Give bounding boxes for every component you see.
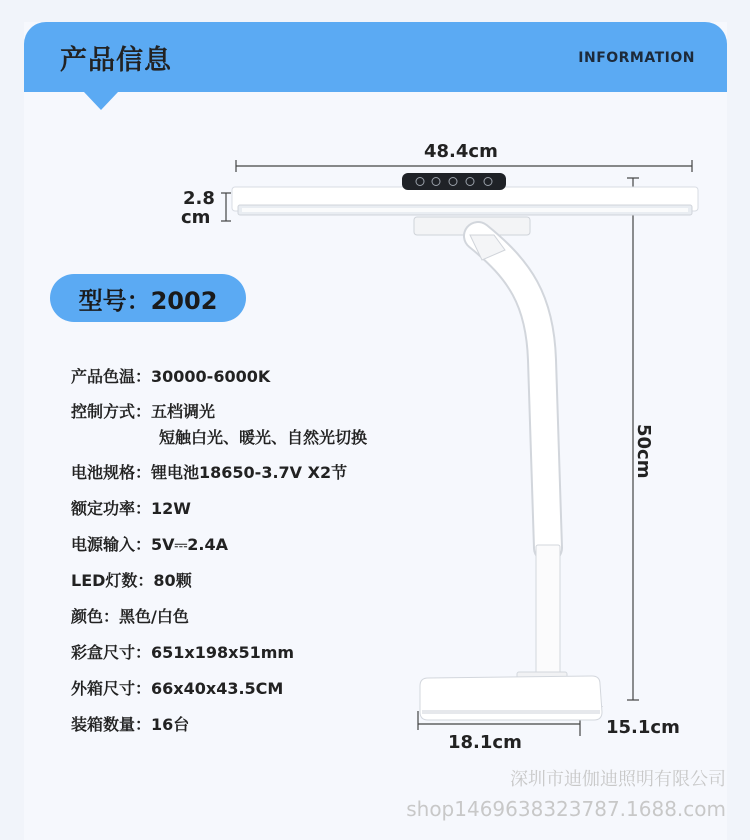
spec-label: 装箱数量： — [71, 715, 152, 734]
lamp-base — [420, 676, 602, 720]
spec-row — [71, 568, 192, 591]
height-label: 50cm — [633, 424, 654, 479]
thickness-value-label: 2.8 — [183, 188, 215, 209]
spec-row — [71, 460, 347, 483]
width-label: 48.4cm — [424, 141, 498, 162]
lamp-head — [232, 173, 698, 235]
spec-row — [71, 640, 294, 663]
spec-value: 30000-6000K — [151, 367, 271, 386]
spec-label: 额定功率： — [71, 499, 152, 518]
base-depth-label: 15.1cm — [606, 717, 680, 738]
spec-row — [71, 604, 189, 627]
spec-value: 80颗 — [153, 571, 192, 590]
watermark-shop-url: shop1469638323787.1688.com — [406, 797, 726, 821]
spec-label: 控制方式： — [71, 402, 152, 421]
spec-label: 电池规格： — [71, 463, 152, 482]
model-badge: 型号：2002 — [50, 274, 246, 322]
spec-label: LED灯数： — [71, 571, 154, 590]
spec-value: 锂电池18650-3.7V X2节 — [151, 463, 348, 482]
section-subtitle: INFORMATION — [578, 50, 695, 66]
thickness-unit-label: cm — [181, 207, 211, 228]
spec-value: 651x198x51mm — [151, 643, 295, 662]
spec-row — [71, 496, 191, 519]
spec-label: 产品色温： — [71, 367, 152, 386]
watermark-company: 深圳市迪伽迪照明有限公司 — [510, 769, 726, 790]
spec-value: 16台 — [151, 715, 190, 734]
spec-value: 5V⎓2.4A — [151, 535, 229, 554]
lamp-neck — [470, 235, 567, 686]
spec-row-continuation — [159, 425, 367, 448]
spec-row — [71, 712, 189, 735]
spec-row — [71, 676, 283, 699]
spec-label: 电源输入： — [71, 535, 152, 554]
spec-row — [71, 532, 228, 555]
spec-label: 彩盒尺寸： — [71, 643, 152, 662]
base-width-label: 18.1cm — [448, 732, 522, 753]
spec-value: 66x40x43.5CM — [151, 679, 284, 698]
spec-row — [71, 399, 215, 422]
spec-value-line2: 短触白光、暖光、自然光切换 — [159, 428, 368, 447]
thickness-dimension-line — [221, 193, 231, 221]
spec-value: 黑色/白色 — [119, 607, 189, 626]
spec-label: 颜色： — [71, 607, 120, 626]
spec-label: 外箱尺寸： — [71, 679, 152, 698]
spec-row — [71, 364, 270, 387]
spec-value: 12W — [151, 499, 191, 518]
section-title: 产品信息 — [60, 45, 172, 76]
spec-value: 五档调光 — [151, 402, 216, 421]
